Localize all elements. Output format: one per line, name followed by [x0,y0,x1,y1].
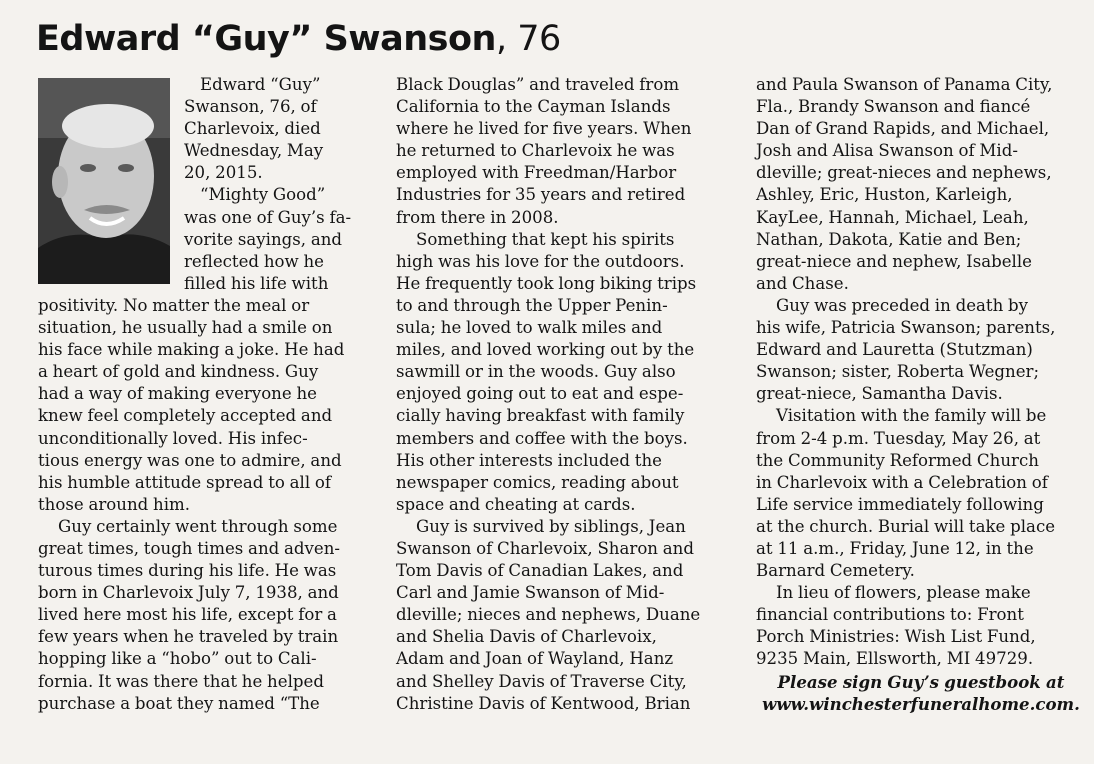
headline-name: Edward “Guy” Swanson [36,19,496,59]
text-line: Something that kept his spirits [416,229,675,249]
text-line: Barnard Cemetery. [756,561,915,581]
text-line: the Community Reformed Church [756,450,1039,470]
text-line: Guy is survived by siblings, Jean [416,516,686,536]
text-line: Christine Davis of Kentwood, Brian [396,693,691,713]
text-line: financial contributions to: Front [756,605,1024,625]
text-line: in Charlevoix with a Celebration of [756,472,1048,492]
text-line: from there in 2008. [396,207,559,227]
text-line: and Shelley Davis of Traverse City, [396,671,687,691]
text-line: sula; he loved to walk miles and [396,318,663,338]
text-line: Edward and Lauretta (Stutzman) [756,340,1033,360]
text-line: a heart of gold and kindness. Guy [38,362,319,382]
text-line: Tom Davis of Canadian Lakes, and [396,561,684,581]
text-line: Industries for 35 years and retired [396,185,686,205]
text-line: members and coffee with the boys. [396,428,688,448]
text-line: unconditionally loved. His infec- [38,428,308,448]
text-line: KayLee, Hannah, Michael, Leah, [756,207,1029,227]
text-line: Josh and Alisa Swanson of Mid- [756,141,1018,161]
text-line: Dan of Grand Rapids, and Michael, [756,119,1050,139]
text-line: dleville; nieces and nephews, Duane [396,605,701,625]
text-line: from 2-4 p.m. Tuesday, May 26, at [756,428,1041,448]
text-line: Swanson, 76, of [184,97,317,117]
text-line: Carl and Jamie Swanson of Mid- [396,583,665,603]
text-line: In lieu of flowers, please make [776,583,1031,603]
text-line: his humble attitude spread to all of [38,472,332,492]
text-line: hopping like a “hobo” out to Cali- [38,649,317,669]
text-line: where he lived for five years. When [396,119,692,139]
text-line: at the church. Burial will take place [756,516,1056,536]
text-line: to and through the Upper Penin- [396,295,668,315]
text-line: Adam and Joan of Wayland, Hanz [396,649,674,669]
guestbook-url: www.winchesterfuneralhome.com. [762,693,1080,714]
text-line: cially having breakfast with family [396,406,685,426]
text-line: Fla., Brandy Swanson and fiancé [756,97,1031,117]
text-line: was one of Guy’s fa- [184,207,352,227]
text-line: dleville; great-nieces and nephews, [756,163,1052,183]
text-line: situation, he usually had a smile on [38,318,333,338]
text-line: Edward “Guy” [200,75,321,94]
text-line: turous times during his life. He was [38,561,337,581]
text-line: miles, and loved working out by the [396,340,695,360]
text-line: Guy certainly went through some [58,516,338,536]
text-line: few years when he traveled by train [38,627,339,647]
text-line: purchase a boat they named “The [38,693,320,713]
text-line: sawmill or in the woods. Guy also [396,362,676,382]
text-line: Life service immediately following [756,494,1044,514]
text-line: space and cheating at cards. [396,494,636,514]
text-line: great-niece, Samantha Davis. [756,384,1003,404]
text-line: his face while making a joke. He had [38,340,345,360]
text-line: 9235 Main, Ellsworth, MI 49729. [756,649,1034,669]
text-line: California to the Cayman Islands [396,97,671,117]
text-line: Guy was preceded in death by [776,295,1029,315]
column-1 [38,74,368,715]
text-line: great-niece and nephew, Isabelle [756,251,1032,271]
text-line: and Paula Swanson of Panama City, [756,75,1053,94]
text-line: employed with Freedman/Harbor [396,163,677,183]
text-line: Ashley, Eric, Huston, Karleigh, [756,185,1013,205]
text-line: his wife, Patricia Swanson; parents, [756,318,1056,338]
guestbook-line: Please sign Guy’s guestbook at [777,671,1065,692]
text-line: His other interests included the [396,450,662,470]
text-line: Black Douglas” and traveled from [396,75,680,94]
text-line: he returned to Charlevoix he was [396,141,675,161]
text-line: great times, tough times and adven- [38,538,341,558]
column-2 [396,74,726,715]
text-line: fornia. It was there that he helped [38,671,324,691]
text-line: filled his life with [184,273,329,293]
text-line: Nathan, Dakota, Katie and Ben; [756,229,1022,249]
text-line: enjoyed going out to eat and espe- [396,384,684,404]
text-line: vorite sayings, and [184,229,343,249]
text-line: Swanson; sister, Roberta Wegner; [756,362,1040,382]
obituary-headline [36,16,561,62]
text-line: had a way of making everyone he [38,384,317,404]
text-line: those around him. [38,494,191,514]
text-line: “Mighty Good” [200,185,326,205]
text-line: high was his love for the outdoors. [396,251,685,271]
text-line: reflected how he [184,251,324,271]
text-line: lived here most his life, except for a [38,605,337,625]
headline-age: , 76 [495,19,561,59]
text-line: He frequently took long biking trips [396,273,697,293]
text-line: Porch Ministries: Wish List Fund, [756,627,1036,647]
text-line: Swanson of Charlevoix, Sharon and [396,538,694,558]
text-line: Wednesday, May [184,141,324,161]
text-line: positivity. No matter the meal or [38,295,310,315]
text-line: Visitation with the family will be [776,406,1047,426]
text-line: 20, 2015. [184,163,263,183]
text-line: Charlevoix, died [184,119,321,139]
text-line: born in Charlevoix July 7, 1938, and [38,583,339,603]
text-line: newspaper comics, reading about [396,472,679,492]
column-3 [756,74,1086,715]
text-line: tious energy was one to admire, and [38,450,342,470]
text-line: and Chase. [756,273,849,293]
text-line: knew feel completely accepted and [38,406,333,426]
text-line: and Shelia Davis of Charlevoix, [396,627,657,647]
text-line: at 11 a.m., Friday, June 12, in the [756,538,1034,558]
